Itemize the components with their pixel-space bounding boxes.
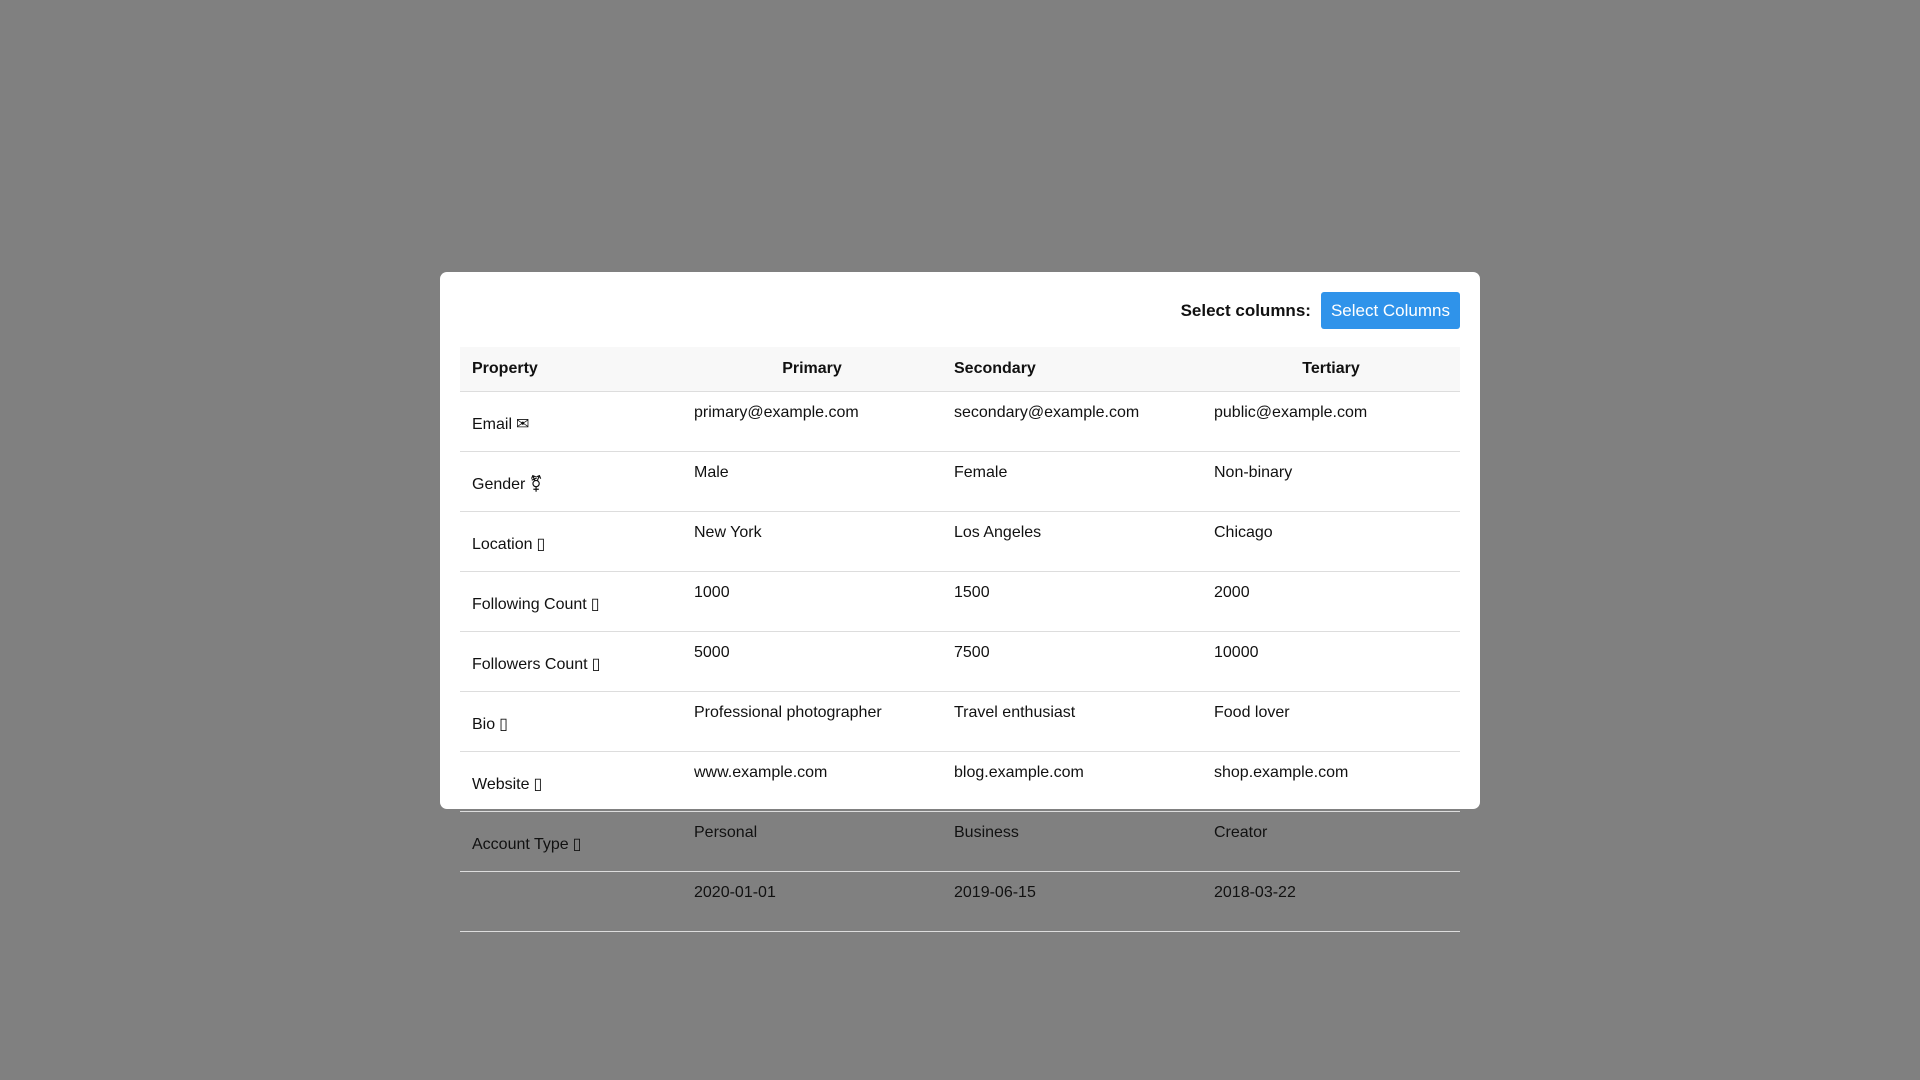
property-label: Following Count (472, 595, 587, 613)
header-tertiary: Tertiary (1202, 347, 1460, 392)
secondary-value-cell (942, 392, 1202, 452)
property-cell (460, 812, 682, 872)
cell-value: Creator (1214, 824, 1268, 841)
location-icon: ▯ (536, 535, 546, 553)
secondary-value-cell (942, 692, 1202, 752)
followers-icon: ▯ (591, 655, 601, 673)
cell-value: secondary@example.com (954, 404, 1140, 421)
primary-value-cell (682, 632, 942, 692)
select-columns-button[interactable]: Select Columns (1321, 292, 1460, 329)
tertiary-value-cell (1202, 512, 1460, 572)
table-body (460, 392, 1460, 932)
cell-value: 10000 (1214, 644, 1259, 661)
property-label: Location (472, 535, 533, 553)
cell-value: Personal (694, 824, 758, 841)
secondary-value-cell (942, 752, 1202, 812)
table-row (460, 452, 1460, 512)
cell-value: Business (954, 824, 1019, 841)
website-icon: ▯ (533, 775, 543, 793)
toolbar (460, 292, 1460, 329)
table-row (460, 572, 1460, 632)
envelope-icon: ✉ (516, 415, 530, 433)
primary-value-cell (682, 572, 942, 632)
tertiary-value-cell (1202, 752, 1460, 812)
tertiary-value-cell (1202, 812, 1460, 872)
cell-value: Male (694, 464, 729, 481)
property-cell (460, 632, 682, 692)
property-cell (460, 872, 682, 932)
comparison-table (460, 347, 1460, 932)
secondary-value-cell (942, 452, 1202, 512)
cell-value: 5000 (694, 644, 730, 661)
primary-value-cell (682, 812, 942, 872)
property-label: Account Type (472, 835, 569, 853)
cell-value: shop.example.com (1214, 764, 1349, 781)
cell-value: Travel enthusiast (954, 704, 1076, 721)
bio-icon: ▯ (499, 715, 508, 733)
cell-value: 7500 (954, 644, 990, 661)
property-cell (460, 752, 682, 812)
property-cell (460, 512, 682, 572)
tertiary-value-cell (1202, 572, 1460, 632)
primary-value-cell (682, 752, 942, 812)
tertiary-value-cell (1202, 632, 1460, 692)
column-selector-dialog (440, 272, 1480, 901)
header-property: Property (460, 347, 682, 392)
cell-value: Professional photographer (694, 704, 882, 721)
primary-value-cell (682, 872, 942, 932)
property-label: Email (472, 415, 513, 433)
cell-value: Food lover (1214, 704, 1290, 721)
secondary-value-cell (942, 872, 1202, 932)
cell-value: Non-binary (1214, 464, 1293, 481)
cell-value: 2020-01-01 (694, 884, 776, 901)
cell-value: 1000 (694, 584, 730, 601)
table-row (460, 752, 1460, 812)
property-label: Bio (472, 715, 496, 733)
primary-value-cell (682, 392, 942, 452)
table-row (460, 692, 1460, 752)
secondary-value-cell (942, 512, 1202, 572)
property-cell (460, 572, 682, 632)
cell-value: www.example.com (694, 764, 828, 781)
tertiary-value-cell (1202, 392, 1460, 452)
cell-value: 2000 (1214, 584, 1250, 601)
table-row (460, 512, 1460, 572)
table-row (460, 812, 1460, 872)
following-icon: ▯ (590, 595, 600, 613)
table-scroll-area[interactable] (460, 347, 1460, 901)
header-secondary: Secondary (942, 347, 1202, 392)
table-header-row (460, 347, 1460, 392)
account-type-icon: ▯ (572, 835, 582, 853)
tertiary-value-cell (1202, 872, 1460, 932)
cell-value: Female (954, 464, 1008, 481)
cell-value: Chicago (1214, 524, 1273, 541)
primary-value-cell (682, 452, 942, 512)
cell-value: primary@example.com (694, 404, 859, 421)
cell-value: 1500 (954, 584, 990, 601)
cell-value: 2019-06-15 (954, 884, 1036, 901)
header-primary: Primary (682, 347, 942, 392)
cell-value: public@example.com (1214, 404, 1368, 421)
table-row (460, 392, 1460, 452)
primary-value-cell (682, 692, 942, 752)
cell-value: Los Angeles (954, 524, 1042, 541)
cell-value: 2018-03-22 (1214, 884, 1296, 901)
secondary-value-cell (942, 572, 1202, 632)
property-cell (460, 692, 682, 752)
secondary-value-cell (942, 812, 1202, 872)
cell-value: blog.example.com (954, 764, 1084, 781)
tertiary-value-cell (1202, 692, 1460, 752)
table-row (460, 632, 1460, 692)
select-columns-label: Select columns: (1180, 300, 1311, 320)
table-row (460, 872, 1460, 932)
tertiary-value-cell (1202, 452, 1460, 512)
property-label: Website (472, 775, 530, 793)
property-label: Followers Count (472, 655, 588, 673)
secondary-value-cell (942, 632, 1202, 692)
cell-value: New York (694, 524, 762, 541)
primary-value-cell (682, 512, 942, 572)
property-label: Gender (472, 475, 526, 493)
property-cell (460, 392, 682, 452)
property-cell (460, 452, 682, 512)
gender-icon: ⚧ (529, 475, 543, 493)
